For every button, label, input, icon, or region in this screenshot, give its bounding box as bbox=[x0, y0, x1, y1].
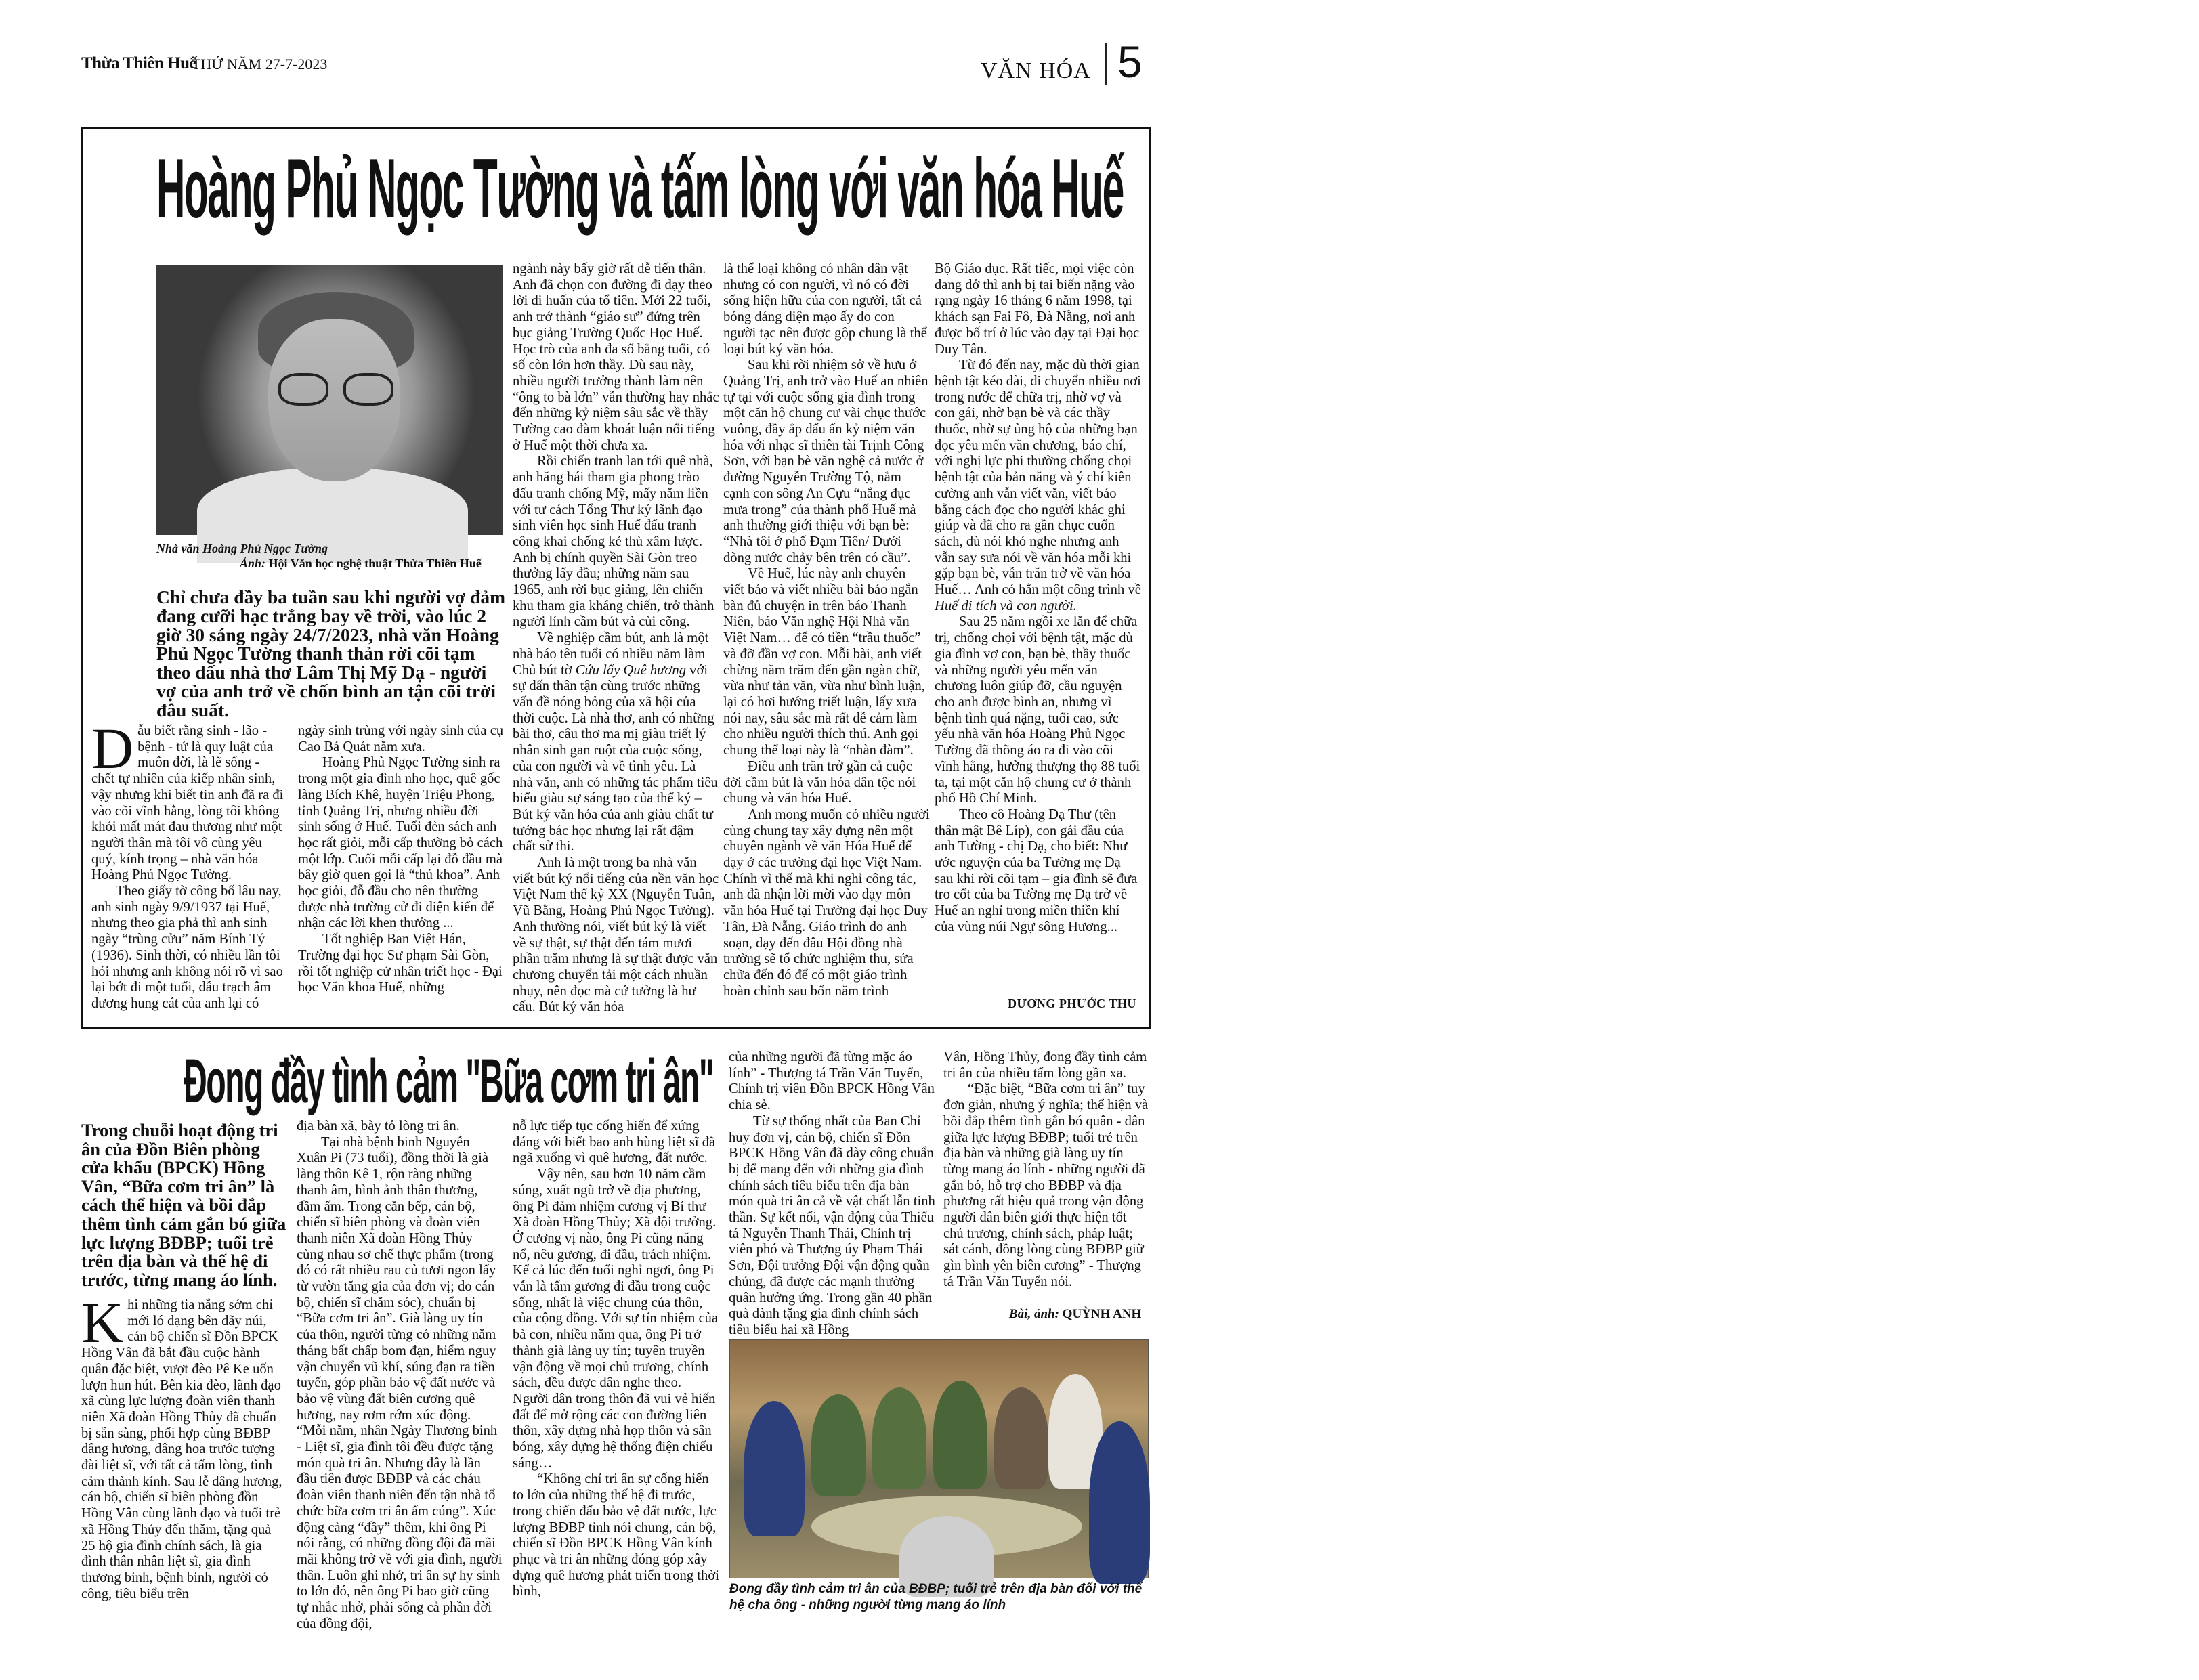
photo-caption: Nhà văn Hoàng Phủ Ngọc Tường bbox=[156, 542, 328, 555]
paragraph bbox=[91, 716, 284, 884]
article-title-wrap bbox=[156, 142, 1124, 236]
text-segment: Sau khi rời nhiệm sở về hưu ở Quảng Trị, anh trở vào Huế an nhiên tự tại với cuộc sống gia đình trong một căn hộ chung cư vài chục thước vuông, đầy ắp dấu ấn kỷ niệm văn hóa với nhạc sĩ thiên tài Trịnh Công Sơn, với bạn bè văn nghệ cả nước ở đường Nguyễn Trường Tộ, nằm cạnh con sông An Cựu “nắng đục mưa trong” của thành phố Huế mà anh thường giới thiệu với bạn bè: “Nhà tôi ở phố Đạm Tiên/ Dưới dòng nước chảy bên trên có cầu”. bbox=[723, 358, 928, 565]
text-segment: Tốt nghiệp Ban Việt Hán, Trường đại học Sư phạm Sài Gòn, rồi tốt nghiệp cử nhân triết học - Đại học Văn khoa Huế, những bbox=[298, 932, 503, 995]
photo-credit bbox=[240, 557, 482, 571]
paragraph bbox=[298, 932, 505, 996]
text-segment: Về nghiệp cầm bút, anh là một nhà báo tên tuổi có nhiều năm làm Chủ bút tờ bbox=[513, 630, 709, 678]
paragraph bbox=[298, 755, 505, 932]
text-segment: Từ đó đến nay, mặc dù thời gian bệnh tật kéo dài, di chuyển nhiều nơi trong nước để chữa trị, nhờ vợ và con gái, nhờ bạn bè và các thầy thuốc, nhờ sự ủng hộ của những bạn đọc yêu mến văn chương, báo chí, với nghị lực phi thường chống chọi bệnh tật của bản năng và ý chí kiên cường anh vẫn viết văn, viết báo bằng cách đọc cho người khác ghi giúp và đã cho ra gần chục cuốn sách, dù nói khó nghe nhưng anh vẫn say sưa nói về văn hóa mỗi khi gặp bạn bè, vẫn trăn trở về văn hóa Huế… Anh có hẳn một công trình về bbox=[935, 358, 1141, 598]
paragraph bbox=[935, 807, 1141, 936]
article-column bbox=[935, 261, 1141, 986]
paragraph bbox=[723, 759, 930, 807]
photo-credit-text: Hội Văn học nghệ thuật Thừa Thiên Huế bbox=[265, 557, 482, 570]
text-segment: với sự dấn thân tận cùng trước những vấn đề nóng bỏng của xã hội của thời cuộc. Là nhà thơ, anh có những bài thơ, câu thơ ma mị giàu triết lý nhân sinh gan ruột của cuộc sống, của con người và về tình yêu. Là nhà văn, anh có những tác phẩm tiêu biểu giàu sự sáng tạo của thể ký – Bút ký văn hóa của anh giàu chất tư tưởng bác học nhưng lại rất đậm chất sử thi. bbox=[513, 662, 718, 855]
text-segment: của những người đã từng mặc áo lính” - Thượng tá Trần Văn Tuyển, Chính trị viên Đồn BPCK Hồng Vân chia sẻ. bbox=[729, 1050, 935, 1113]
text-segment: Bộ Giáo dục. Rất tiếc, mọi việc còn dang dở thì anh bị tai biến nặng vào rạng ngày 16 tháng 6 năm 1998, tại khách sạn Fai Fô, Đà Nẵng, nơi anh được bố trí ở lúc vào dạy tại Đại học Duy Tân. bbox=[935, 261, 1140, 357]
paragraph bbox=[297, 1135, 503, 1633]
text-segment: Điều anh trăn trở gần cả cuộc đời cầm bút là văn hóa dân tộc nói chung và văn hóa Huế. bbox=[723, 758, 916, 806]
paragraph bbox=[513, 630, 719, 855]
text-segment: nỗ lực tiếp tục cống hiến để xứng đáng với biết bao anh hùng liệt sĩ đã ngã xuống vì quê hương, đất nước. bbox=[513, 1119, 716, 1166]
paragraph bbox=[943, 1050, 1150, 1081]
article-column bbox=[91, 716, 284, 1021]
text-segment: ẫu biết rằng sinh - lão - bệnh - tử là quy luật của muôn đời, là lẽ sống - chết tự nhiên của kiếp nhân sinh, vậy nhưng khi biết tin anh đã ra đi vào cõi vĩnh hằng, lòng tôi không khỏi mất mát đau thương như một người thân mà tôi vô cùng yêu quý, kính trọng – nhà văn hóa Hoàng Phủ Ngọc Tường. bbox=[91, 723, 284, 883]
byline-name: QUỲNH ANH bbox=[1059, 1307, 1142, 1321]
drop-cap: D bbox=[91, 716, 134, 781]
paragraph bbox=[943, 1081, 1150, 1290]
article-column bbox=[513, 261, 719, 1020]
article-title: Đong đầy tình cảm "Bữa cơm tri ân" bbox=[184, 1047, 714, 1116]
photo-person bbox=[1089, 1421, 1150, 1584]
text-segment: Từ sự thống nhất của Ban Chỉ huy đơn vị, cán bộ, chiến sĩ Đồn BPCK Hồng Vân đã dày công chuẩn bị để mang đến với những gia đình chính sách tiêu biểu trên địa bàn món quà tri ân cả về vật chất lẫn tinh thần. Sự kết nối, vận động của Thiếu tá Nguyễn Thanh Thái, Chính trị viên phó và Thượng úy Phạm Thái Sơn, Đội trưởng Đội vận động quần chúng, đã được các mạnh thường quân hưởng ứng. Trong gần 40 phần quà dành tặng gia đình chính sách tiêu biểu hai xã Hồng bbox=[729, 1113, 935, 1337]
text-segment: “Không chỉ tri ân sự cống hiến to lớn của những thế hệ đi trước, trong chiến đấu bảo vệ đất nước, lực lượng BĐBP tỉnh nói chung, cán bộ, chiến sĩ Đồn BPCK Hồng Vân kính phục và tri ân những đóng góp xây dựng quê hương phát triển trong thời bình, bbox=[513, 1471, 719, 1599]
text-segment: là thể loại không có nhân dân vật nhưng có con người, vì nó có đời sống hiện hữu của con người, tất cả bóng dáng diện mạo ấy do con người tạc nên được gộp chung là thể loại bút ký văn hóa. bbox=[723, 261, 927, 357]
text-segment: ngày sinh trùng với ngày sinh của cụ Cao Bá Quát năm xưa. bbox=[298, 723, 504, 754]
text-segment: Anh là một trong ba nhà văn viết bút ký nổi tiếng của nền văn học Việt Nam thế kỷ XX (Nguyễn Tuân, Vũ Bằng, Hoàng Phủ Ngọc Tường). Anh thường nói, viết bút ký là viết về sự thật, sự thật đến tám mươi phần trăm nhưng là sự thật được văn chương chuyển tải một cách nhuần nhụy, nên đọc mà cứ tưởng là hư cấu. Bút ký văn hóa bbox=[513, 855, 719, 1015]
paragraph bbox=[91, 884, 284, 1012]
photo-credit-label: Ảnh: bbox=[240, 557, 266, 570]
paragraph bbox=[935, 358, 1141, 614]
article-column bbox=[943, 1050, 1150, 1300]
paragraph bbox=[513, 1119, 719, 1167]
paragraph bbox=[298, 723, 505, 755]
text-segment: Theo cô Hoàng Dạ Thư (tên thân mật Bê Líp), con gái đầu của anh Tường - chị Dạ, cho biết: Như ước nguyện của ba Tường mẹ Dạ sau khi rời cõi tạm – gia đình sẽ đưa tro cốt của ba Tường mẹ Dạ trở về Huế an nghỉ trong miền thiền khí của vùng núi Ngự sông Hương... bbox=[935, 806, 1138, 934]
article-column bbox=[298, 723, 505, 1021]
photo-person bbox=[811, 1394, 866, 1496]
paragraph bbox=[729, 1114, 935, 1339]
paragraph bbox=[729, 1050, 935, 1114]
text-segment: Hoàng Phủ Ngọc Tường sinh ra trong một gia đình nho học, quê gốc làng Bích Khê, huyện Triệu Phong, tỉnh Quảng Trị, nhưng nhiều đời sinh sống ở Huế. Tuổi đèn sách anh học rất giỏi, mỗi cấp thường bỏ cách một lớp. Cuối mỗi cấp lại đỗ đầu mà bây giờ quen gọi là “thủ khoa”. Anh học giỏi, đỗ đầu cho nên thường được nhà trường cử đi diện kiến để nhận các lời khen thưởng ... bbox=[298, 755, 503, 931]
paragraph bbox=[513, 261, 719, 454]
italic-title: Huế di tích và con người. bbox=[935, 598, 1077, 613]
paragraph bbox=[723, 261, 930, 358]
paragraph bbox=[513, 855, 719, 1016]
byline-label: Bài, ảnh: bbox=[1009, 1307, 1059, 1321]
article-title-wrap bbox=[184, 1048, 713, 1115]
photo-caption: Đong đầy tình cảm tri ân của BĐBP; tuổi trẻ trên địa bàn đối với thế hệ cha ông - những người từng mang áo lính bbox=[729, 1582, 1143, 1612]
photo-glasses bbox=[278, 373, 393, 400]
page-number: 5 bbox=[1117, 37, 1143, 87]
photo-person bbox=[744, 1401, 805, 1536]
text-segment: Về Huế, lúc này anh chuyên viết báo và viết nhiều bài báo ngắn bàn đủ chuyện in trên báo Thanh Niên, báo Văn nghệ Hội Nhà văn Việt Nam… để có tiền “trầu thuốc” và đỡ đần vợ con. Mỗi bài, anh viết chừng năm trăm đến gần ngàn chữ, vừa như tản văn, vừa như bình luận, lại có hơi hướng triết luận, lấy xưa nói nay, sâu sắc mà rất dễ cảm làm cho nhiều người thích thú. Anh gọi chung thể loại này là “nhàn đàm”. bbox=[723, 566, 926, 758]
paragraph bbox=[935, 261, 1141, 358]
article-column bbox=[729, 1050, 935, 1337]
text-segment: Tại nhà bệnh binh Nguyễn Xuân Pi (73 tuổi), đồng thời là già làng thôn Kê 1, rộn ràng những thanh âm, hình ảnh thân thương, đầm ấm. Trong căn bếp, cán bộ, chiến sĩ biên phòng và đoàn viên thanh niên Xã đoàn Hồng Thủy cùng nhau sơ chế thực phẩm (trong đó có rất nhiều rau củ tươi ngon lấy từ vườn tăng gia của đơn vị; do cán bộ, chiến sĩ chăm sóc), chuẩn bị “Bữa cơm tri ân”. Già làng uy tín của thôn, người từng có những năm tháng bất chấp bom đạn, hiểm nguy vận chuyển vũ khí, súng đạn ra tiền tuyến, góp phần bảo vệ đất nước và bảo vệ vùng đất biên cương quê hương, nay rơm rớm xúc động. “Mỗi năm, nhân Ngày Thương binh - Liệt sĩ, gia đình tôi đều được tặng món quà tri ân. Nhưng đây là lần đầu tiên được BĐBP và các cháu đoàn viên thanh niên đến tận nhà tổ chức bữa cơm tri ân ấm cúng”. Xúc động càng “đầy” thêm, khi ông Pi nói rằng, có những đồng đội đã mãi mãi không trở về với gia đình, người thân. Luôn ghi nhớ, tri ân sự hy sinh to lớn đó, nên ông Pi bao giờ cũng tự nhắc nhở, phải sống cả phần đời của đồng đội, bbox=[297, 1134, 503, 1631]
paragraph bbox=[81, 1290, 288, 1602]
paragraph bbox=[723, 358, 930, 566]
event-photo bbox=[729, 1339, 1149, 1578]
article-lead: Trong chuỗi hoạt động tri ân của Đồn Biên phòng cửa khẩu (BPCK) Hồng Vân, “Bữa cơm tri ân” là cách thể hiện và bồi đắp thêm tình cảm gắn bó giữa lực lượng BĐBP; tuổi trẻ trên địa bàn và thế hệ đi trước, từng mang áo lính. bbox=[81, 1120, 286, 1290]
text-segment: Theo giấy tờ công bố lâu nay, anh sinh ngày 9/9/1937 tại Huế, nhưng theo gia phả thì anh sinh ngày “trùng cửu” năm Bính Tý (1936). Sinh thời, có nhiều lần tôi hỏi nhưng anh không nói rõ vì sao lại bớt đi một tuổi, dẫu trạch âm dương hung cát của anh lại có bbox=[91, 884, 283, 1011]
author-portrait-photo bbox=[156, 265, 503, 535]
article-column bbox=[513, 1119, 719, 1616]
text-segment: Rồi chiến tranh lan tới quê nhà, anh hăng hái tham gia phong trào đấu tranh chống Mỹ, mấy năm liền với tư cách Tổng Thư ký lãnh đạo sinh viên học sinh Huế đấu tranh công khai chống kẻ thù xâm lược. Anh bị chính quyền Sài Gòn treo thưởng lấy đầu; những năm sau 1965, anh rời bục giảng, lên chiến khu tham gia kháng chiến, trở thành người lính cầm bút và cùi cõng. bbox=[513, 454, 714, 630]
text-segment: ngành này bấy giờ rất dễ tiến thân. Anh đã chọn con đường đi dạy theo lời di huấn của tổ tiên. Mới 22 tuổi, anh trở thành “giáo sư” đứng trên bục giảng Trường Quốc Học Huế. Học trò của anh đa số bằng tuổi, có số còn lớn hơn thầy. Dù sau này, nhiều người trưởng thành làm nên “ông to bà lớn” vẫn thường hay nhắc đến những kỷ niệm sâu sắc về thầy Tường cao đàm khoát luận nổi tiếng ở Huế một thời chưa xa. bbox=[513, 261, 719, 453]
text-segment: hi những tia nắng sớm chỉ mới ló dạng bên dãy núi, cán bộ chiến sĩ Đồn BPCK Hồng Vân đã bắt đầu cuộc hành quân đặc biệt, vượt đèo Pê Ke uốn lượn hun hút. Bên kia đèo, lãnh đạo xã cùng lực lượng đoàn viên thanh niên Xã đoàn Hồng Thủy đã chuẩn bị sẵn sàng, phối hợp cùng BĐBP dâng hương, dâng hoa trước tượng đài liệt sĩ, với tất cả tấm lòng, tình cảm thành kính. Sau lễ dâng hương, cán bộ, chiến sĩ biên phòng đồn Hồng Vân cùng lãnh đạo và tuổi trẻ xã Hồng Thủy đến thăm, tặng quà 25 hộ gia đình chính sách, là gia đình thân nhân liệt sĩ, gia đình thương binh, bệnh binh, người có công, tiêu biểu trên bbox=[81, 1297, 282, 1601]
photo-person bbox=[994, 1387, 1048, 1489]
text-segment: Vân, Hồng Thủy, đong đầy tình cảm tri ân của nhiều tấm lòng gần xa. bbox=[943, 1050, 1147, 1081]
text-segment: địa bàn xã, bày tỏ lòng tri ân. bbox=[297, 1119, 460, 1134]
newspaper-name: Thừa Thiên Huế bbox=[81, 54, 197, 72]
article-column bbox=[723, 261, 930, 1020]
header-divider bbox=[1105, 43, 1107, 85]
drop-cap: K bbox=[81, 1290, 124, 1355]
paragraph bbox=[723, 807, 930, 999]
author-byline: DƯƠNG PHƯỚC THU bbox=[1008, 997, 1136, 1010]
text-segment: “Đặc biệt, “Bữa cơm tri ân” tuy đơn giản, nhưng ý nghĩa; thể hiện và bồi đắp thêm tình gắn bó quân - dân giữa lực lượng BĐBP; tuổi trẻ trên địa bàn và những già làng uy tín từng mang áo lính - những người đã gắn bó, hỗ trợ cho BĐBP và địa phương rất hiệu quả trong vận động người dân biên giới thực hiện tốt chủ trương, chính sách, pháp luật; sát cánh, đồng lòng cùng BĐBP giữ gìn bình yên biên cương” - Thượng tá Trần Văn Tuyển nói. bbox=[943, 1081, 1149, 1289]
section-name: VĂN HÓA bbox=[981, 58, 1091, 83]
photo-person bbox=[872, 1387, 926, 1489]
article-column bbox=[297, 1119, 503, 1631]
photo-person bbox=[933, 1381, 987, 1489]
article-lead: Chỉ chưa đầy ba tuần sau khi người vợ đảm đang cưỡi hạc trắng bay về trời, vào lúc 2 giờ 30 sáng ngày 24/7/2023, nhà văn Hoàng Phủ Ngọc Tường thanh thản rời cõi tạm theo dấu nhà thơ Lâm Thị Mỹ Dạ - người vợ của anh trở về chốn bình an tận cõi trời đâu suất. bbox=[156, 586, 506, 720]
paragraph bbox=[513, 1167, 719, 1471]
article-column bbox=[81, 1290, 288, 1616]
article-title: Hoàng Phủ Ngọc Tường và tấm lòng với văn hóa Huế bbox=[156, 142, 1124, 236]
text-segment: Sau 25 năm ngồi xe lăn để chữa trị, chống chọi với bệnh tật, mặc dù gia đình vợ con, bạn bè, thầy thuốc và những người yêu mến văn chương luôn giúp đỡ, cầu nguyện cho anh được bình an, nhưng vì bệnh tình quá nặng, tuổi cao, sức yếu nhà văn hóa Hoàng Phủ Ngọc Tường đã thõng áo ra đi vào cõi vĩnh hằng, hưởng thượng thọ 88 tuổi ta, tại một căn hộ chung cư ở thành phố Hồ Chí Minh. bbox=[935, 614, 1140, 806]
text-segment: Anh mong muốn có nhiều người cùng chung tay xây dựng nên một chuyên ngành về văn Hóa Huế để dạy ở các trường đại học Việt Nam. Chính vì thế mà khi nghỉ công tác, anh đã nhận lời mời vào dạy môn văn hóa Huế tại Trường đại học Duy Tân, Đà Nẵng. Giáo trình do anh soạn, dạy đến đâu Hội đồng nhà trường sẽ tổ chức nghiệm thu, sửa chữa đến đó để có một giáo trình hoàn chỉnh sau bốn năm trình bbox=[723, 806, 930, 999]
italic-title: Cứu lấy Quê hương bbox=[575, 662, 686, 678]
paragraph bbox=[297, 1119, 503, 1135]
paragraph bbox=[935, 614, 1141, 806]
text-segment: Vậy nên, sau hơn 10 năm cầm súng, xuất ngũ trở về địa phương, ông Pi đảm nhiệm cương vị Bí thư Xã đoàn Hồng Thủy; Xã đội trưởng. Ở cương vị nào, ông Pi cũng năng nổ, nêu gương, đi đầu, trách nhiệm. Kể cả lúc đến tuổi nghỉ ngơi, ông Pi vẫn là tấm gương đi đầu trong cuộc sống, nhất là việc chung của thôn, của cộng đồng. Với sự tín nhiệm của bà con, nhiều năm qua, ông Pi trở thành già làng uy tín; tuyên truyền vận động về mọi chủ trương, chính sách, đều được dân nghe theo. Người dân trong thôn đã vui vẻ hiến đất để mở rộng các con đường liên thôn, xây dựng nhà họp thôn và sân bóng, xây dựng hệ thống điện chiếu sáng… bbox=[513, 1167, 719, 1471]
paragraph bbox=[513, 1471, 719, 1600]
paragraph bbox=[513, 454, 719, 630]
author-byline bbox=[1009, 1307, 1141, 1322]
paragraph bbox=[723, 566, 930, 758]
issue-date: THỨ NĂM 27-7-2023 bbox=[192, 56, 328, 72]
